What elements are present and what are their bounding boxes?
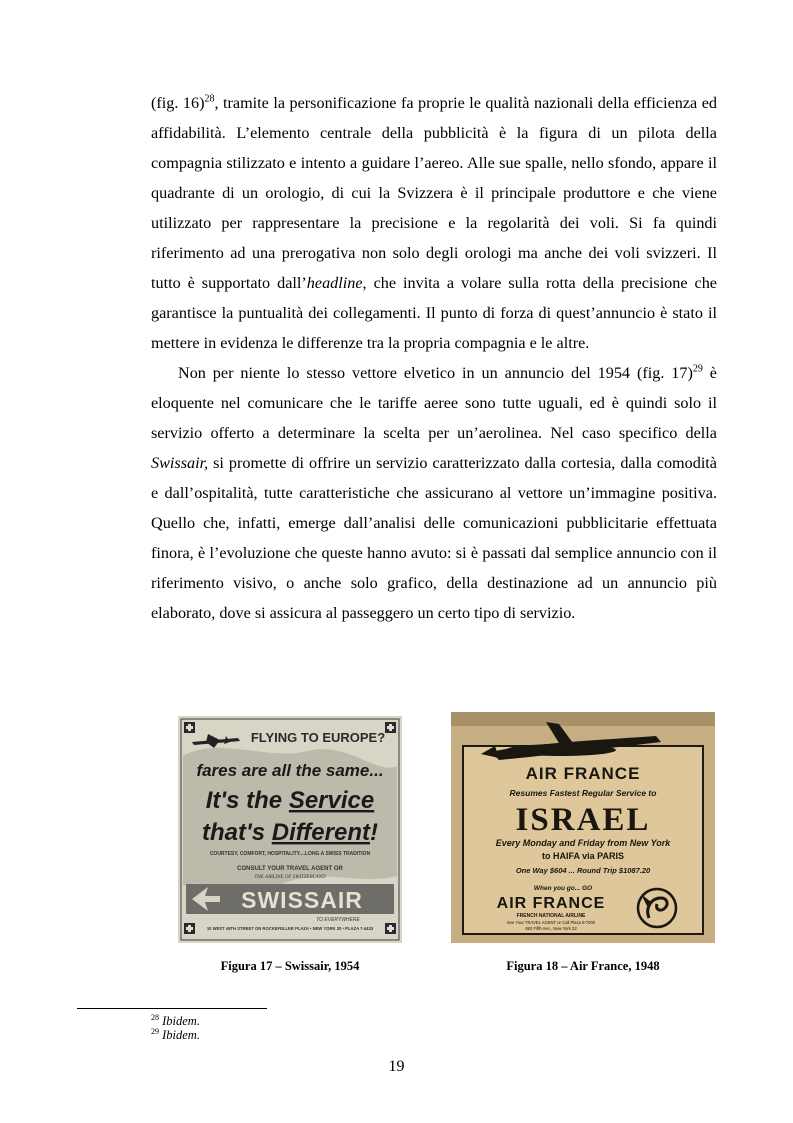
ad-headline-4b: Different [271,819,370,846]
ad-headline-4c: ! [369,819,378,846]
footnote-number: 29 [151,1026,159,1036]
ad-brand-bottom: AIR FRANCE [496,895,606,912]
figure-18-caption: Figura 18 – Air France, 1948 [506,959,660,973]
p2-text-c: si promette di offrire un servizio caratterizzato dalla cortesia, dalla comodità e dall’ospitalità, tutte caratteristiche che assicurano al vettore un’immagine positiva. Quello che, infatti, emerge dall’analisi delle comunicazioni pubblicitarie effettuata finora, è l’evoluzione che queste hanno avuto: si è passati dal semplice annuncio con il riferimento visivo, o anche solo grafico, della destinazione ad un annuncio più elaborato, dove si assicura al passeggero un certo tipo di servizio. [151,454,717,622]
swissair-ad-image [178,716,402,943]
ad-headline-3b: Service [288,787,375,814]
ad-when-you-go: When you go... GO [533,885,593,892]
airfrance-ad-image [451,712,715,943]
p2-text-b: è eloquente nel comunicare che le tariffe aeree sono tutte uguali, ed è quindi solo il servizio offerto a determinare la scelta per un’aerolinea. Nel caso specifico della [151,364,717,442]
figure-17-caption: Figura 17 – Swissair, 1954 [220,959,360,973]
ad-resumes: Resumes Fastest Regular Service to [509,788,657,798]
ad-fares: One Way $604 ... Round Trip $1087.20 [515,866,651,875]
ad-destination: ISRAEL [515,802,651,838]
ad-national-airline: FRENCH NATIONAL AIRLINE [516,913,586,919]
ad-headline-3: It's the [205,787,283,814]
ad-consult: CONSULT YOUR TRAVEL AGENT OR [237,866,343,872]
winged-seahorse-logo-icon [638,889,676,927]
ad-route: to HAIFA via PARIS [541,851,625,861]
footnotes [151,1014,200,1042]
p1-text-a: (fig. 16) [151,94,205,112]
ad-headline-1: FLYING TO EUROPE? [250,730,386,745]
footnote-text: Ibidem. [162,1014,200,1028]
ad-headline-2: fares are all the same... [196,761,384,780]
ad-address: 10 WEST 49TH STREET ON ROCKEFELLER PLAZA • NEW YORK 20 • PLAZA 7-4433 [206,926,374,931]
p2-text-a: Non per niente lo stesso vettore elvetico in un annuncio del 1954 (fig. 17) [178,364,693,382]
p1-text-b: , tramite la personificazione fa proprie le qualità nazionali della efficienza ed affidabilità. L’elemento centrale della pubblicità è la figura di un pilota della compagnia stilizzato e intento a guidare l’aereo. Alle sue spalle, nello sfondo, appare il quadrante di un orologio, di cui la Svizzera è il principale produttore e che viene utilizzato per rappresentare la precisione e la regolarità dei voli. Si fa quindi riferimento ad una prerogativa non solo degli orologi ma anche dei voli svizzeri. Il tutto è supportato dall’ [151,94,717,292]
body-text [151,88,717,628]
svg-text:that's Different! [202,819,378,846]
footnote-number: 28 [151,1012,159,1022]
ad-address: 683 Fifth Ave., New York 22 [525,926,577,931]
paragraph-1 [151,88,717,358]
p1-emphasis: headline [306,274,363,292]
ad-subline: COURTESY, COMFORT, HOSPITALITY....LONG A SWISS TRADITION [209,851,371,857]
footnote-29 [151,1028,200,1042]
page-number: 19 [388,1058,405,1075]
ad-headline-4: that's [202,819,266,846]
ad-brand-top: AIR FRANCE [525,764,641,783]
ad-to-everywhere: TO EVERYWHERE [316,917,360,923]
p1-text-c: , che invita a volare sulla rotta della precisione che garantisce la puntualità dei collegamenti. Il punto di forza di quest’annuncio è stato il mettere in evidenza le differenze tra la propria compagnia e le altre. [151,274,717,352]
footnote-separator [77,1008,267,1009]
svg-text:It's the Service [206,787,374,814]
ad-agent: See Your TRAVEL AGENT or Call Plaza 9-7000 [506,920,596,925]
p2-emphasis: Swissair, [151,454,209,472]
footnote-ref-29[interactable]: 29 [692,363,703,375]
ad-airline-tagline: THE AIRLINE OF SWITZERLAND [254,875,326,880]
ad-brand: SWISSAIR [241,887,363,913]
footnote-ref-28[interactable]: 28 [204,93,215,105]
ad-schedule: Every Monday and Friday from New York [495,838,671,848]
paragraph-2 [151,358,717,628]
footnote-text: Ibidem. [162,1028,200,1042]
